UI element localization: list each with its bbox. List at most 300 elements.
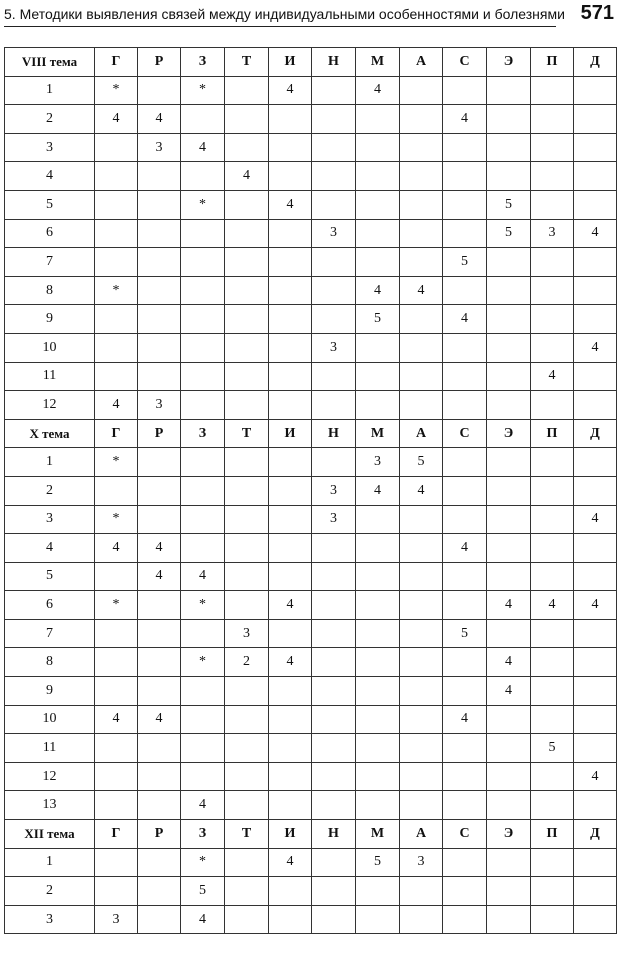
score-cell (574, 162, 617, 191)
score-cell (574, 534, 617, 563)
score-cell (138, 476, 181, 505)
score-cell (531, 705, 574, 734)
score-cell (95, 562, 138, 591)
score-cell (269, 391, 312, 420)
row-number: 4 (5, 162, 95, 191)
column-header: Г (95, 419, 138, 448)
score-cell: 2 (225, 648, 269, 677)
score-cell (400, 305, 443, 334)
score-cell (181, 762, 225, 791)
score-cell: 4 (443, 305, 487, 334)
score-cell: 4 (95, 534, 138, 563)
row-number: 8 (5, 648, 95, 677)
score-cell (269, 534, 312, 563)
score-cell: 3 (225, 619, 269, 648)
score-cell (443, 791, 487, 820)
row-number: 12 (5, 762, 95, 791)
score-cell (181, 476, 225, 505)
score-cell (312, 648, 356, 677)
score-cell (487, 276, 531, 305)
score-cell (400, 534, 443, 563)
score-cell (487, 762, 531, 791)
score-cell (487, 476, 531, 505)
section-title: XII тема (5, 820, 95, 849)
column-header: С (443, 419, 487, 448)
score-cell (225, 276, 269, 305)
score-cell: * (181, 76, 225, 105)
row-number: 4 (5, 534, 95, 563)
score-cell: 4 (269, 190, 312, 219)
score-cell (312, 905, 356, 934)
score-cell (400, 677, 443, 706)
score-cell (95, 333, 138, 362)
score-cell (312, 619, 356, 648)
column-header: М (356, 419, 400, 448)
column-header: Т (225, 419, 269, 448)
score-cell: 4 (574, 591, 617, 620)
score-cell (443, 476, 487, 505)
score-cell (531, 76, 574, 105)
score-cell (574, 905, 617, 934)
score-cell: * (95, 276, 138, 305)
score-cell (400, 705, 443, 734)
score-cell (356, 591, 400, 620)
score-cell (181, 505, 225, 534)
score-cell (225, 190, 269, 219)
score-cell (443, 591, 487, 620)
score-cell (225, 591, 269, 620)
score-cell (312, 791, 356, 820)
score-cell (531, 505, 574, 534)
score-cell: 4 (531, 362, 574, 391)
score-cell (400, 762, 443, 791)
table-body (5, 48, 617, 934)
score-cell (181, 105, 225, 134)
score-cell (574, 677, 617, 706)
column-header: З (181, 419, 225, 448)
score-cell (225, 133, 269, 162)
score-cell: * (95, 448, 138, 477)
score-cell (531, 391, 574, 420)
score-cell (269, 248, 312, 277)
table-row (5, 877, 617, 906)
score-cell: 4 (443, 534, 487, 563)
score-cell (356, 762, 400, 791)
table-row (5, 848, 617, 877)
score-cell (400, 248, 443, 277)
score-cell (443, 391, 487, 420)
score-cell (225, 305, 269, 334)
score-cell (400, 562, 443, 591)
score-cell (443, 677, 487, 706)
score-cell (574, 848, 617, 877)
score-cell (312, 534, 356, 563)
column-header: А (400, 820, 443, 849)
section-header-row (5, 419, 617, 448)
score-cell (400, 391, 443, 420)
score-cell: 4 (487, 677, 531, 706)
score-cell: 4 (138, 705, 181, 734)
score-cell (400, 905, 443, 934)
score-cell (531, 448, 574, 477)
score-cell (138, 162, 181, 191)
table-row (5, 905, 617, 934)
score-cell (269, 734, 312, 763)
table-row (5, 190, 617, 219)
score-cell (269, 905, 312, 934)
score-cell (487, 362, 531, 391)
score-cell (181, 333, 225, 362)
score-cell: 3 (138, 391, 181, 420)
score-cell (443, 734, 487, 763)
score-cell (487, 391, 531, 420)
score-cell (487, 877, 531, 906)
score-cell (443, 848, 487, 877)
scores-table (4, 47, 617, 934)
score-cell (138, 848, 181, 877)
row-number: 6 (5, 591, 95, 620)
score-cell (312, 734, 356, 763)
score-cell (400, 133, 443, 162)
score-cell: 4 (95, 391, 138, 420)
score-cell (531, 248, 574, 277)
score-cell (531, 562, 574, 591)
score-cell (269, 219, 312, 248)
score-cell (574, 248, 617, 277)
page-header (4, 2, 614, 28)
row-number: 11 (5, 734, 95, 763)
score-cell (356, 648, 400, 677)
row-number: 11 (5, 362, 95, 391)
score-cell (312, 362, 356, 391)
table-row (5, 505, 617, 534)
score-cell (531, 877, 574, 906)
score-cell (356, 190, 400, 219)
score-cell (487, 848, 531, 877)
score-cell (531, 619, 574, 648)
column-header: А (400, 48, 443, 77)
table-row (5, 391, 617, 420)
score-cell (443, 905, 487, 934)
score-cell (487, 305, 531, 334)
score-cell (443, 190, 487, 219)
score-cell (269, 505, 312, 534)
row-number: 12 (5, 391, 95, 420)
column-header: И (269, 419, 312, 448)
score-cell (181, 305, 225, 334)
column-header: И (269, 820, 312, 849)
score-cell (443, 219, 487, 248)
score-cell (400, 591, 443, 620)
score-cell (400, 648, 443, 677)
score-cell (487, 734, 531, 763)
column-header: Р (138, 48, 181, 77)
score-cell (443, 505, 487, 534)
score-cell (356, 734, 400, 763)
score-cell (531, 105, 574, 134)
score-cell (312, 391, 356, 420)
column-header: Т (225, 48, 269, 77)
column-header: Э (487, 419, 531, 448)
score-cell: 3 (95, 905, 138, 934)
score-cell (574, 391, 617, 420)
score-cell: 4 (138, 105, 181, 134)
score-cell (225, 505, 269, 534)
score-cell (138, 333, 181, 362)
score-cell (138, 448, 181, 477)
score-cell (181, 276, 225, 305)
score-cell (95, 162, 138, 191)
score-cell (531, 133, 574, 162)
score-cell: * (181, 591, 225, 620)
section-title: X тема (5, 419, 95, 448)
row-number: 7 (5, 248, 95, 277)
score-cell (269, 476, 312, 505)
score-cell (531, 333, 574, 362)
score-cell (443, 76, 487, 105)
score-cell (574, 877, 617, 906)
score-cell (138, 677, 181, 706)
score-cell (487, 162, 531, 191)
table-row (5, 562, 617, 591)
column-header: Э (487, 48, 531, 77)
score-cell (95, 476, 138, 505)
score-cell (181, 734, 225, 763)
score-cell (95, 133, 138, 162)
score-cell: 5 (443, 619, 487, 648)
score-cell (443, 648, 487, 677)
score-cell (269, 105, 312, 134)
table-row (5, 333, 617, 362)
score-cell (312, 276, 356, 305)
row-number: 9 (5, 305, 95, 334)
score-cell (574, 76, 617, 105)
score-cell (225, 877, 269, 906)
section-header-row (5, 48, 617, 77)
row-number: 5 (5, 190, 95, 219)
table-row (5, 476, 617, 505)
score-cell (487, 505, 531, 534)
score-cell (269, 705, 312, 734)
score-cell (531, 905, 574, 934)
column-header: Н (312, 419, 356, 448)
table-row (5, 362, 617, 391)
table-row (5, 248, 617, 277)
score-cell (356, 877, 400, 906)
score-cell (312, 762, 356, 791)
row-number: 8 (5, 276, 95, 305)
score-cell (487, 248, 531, 277)
score-cell (95, 791, 138, 820)
column-header: П (531, 48, 574, 77)
row-number: 1 (5, 848, 95, 877)
score-cell (225, 448, 269, 477)
score-cell (400, 190, 443, 219)
score-cell: 4 (400, 276, 443, 305)
score-cell (269, 305, 312, 334)
score-cell (269, 276, 312, 305)
table-row (5, 448, 617, 477)
score-cell (95, 248, 138, 277)
score-cell (95, 219, 138, 248)
score-cell (574, 305, 617, 334)
score-cell (138, 190, 181, 219)
score-cell: * (95, 76, 138, 105)
score-cell (356, 105, 400, 134)
score-cell (181, 619, 225, 648)
score-cell: 4 (574, 505, 617, 534)
score-cell (356, 391, 400, 420)
score-cell: * (95, 591, 138, 620)
row-number: 3 (5, 133, 95, 162)
score-cell (312, 105, 356, 134)
column-header: П (531, 419, 574, 448)
score-cell (400, 76, 443, 105)
score-cell (574, 619, 617, 648)
score-cell (95, 648, 138, 677)
score-cell (400, 505, 443, 534)
score-cell (269, 362, 312, 391)
score-cell: 4 (95, 105, 138, 134)
score-cell (356, 333, 400, 362)
row-number: 10 (5, 333, 95, 362)
score-cell (225, 734, 269, 763)
score-cell: 5 (531, 734, 574, 763)
table-row (5, 619, 617, 648)
score-cell (487, 534, 531, 563)
score-cell: 5 (181, 877, 225, 906)
score-cell: 4 (269, 591, 312, 620)
score-cell (269, 333, 312, 362)
score-cell (138, 219, 181, 248)
score-cell (138, 877, 181, 906)
score-cell (574, 476, 617, 505)
score-cell: 4 (269, 648, 312, 677)
column-header: П (531, 820, 574, 849)
score-cell: 3 (312, 219, 356, 248)
score-cell: * (181, 648, 225, 677)
score-cell (487, 705, 531, 734)
score-cell (443, 448, 487, 477)
score-cell (269, 677, 312, 706)
score-cell (531, 762, 574, 791)
score-cell (225, 248, 269, 277)
score-cell (269, 877, 312, 906)
row-number: 2 (5, 476, 95, 505)
row-number: 1 (5, 76, 95, 105)
score-cell (225, 476, 269, 505)
score-cell (574, 562, 617, 591)
score-cell (574, 105, 617, 134)
score-cell (95, 848, 138, 877)
chapter-title: 5. Методики выявления связей между индивидуальными особенностями и болезнями (4, 6, 565, 22)
score-cell (138, 591, 181, 620)
score-cell (443, 562, 487, 591)
score-cell (225, 333, 269, 362)
score-cell: 4 (531, 591, 574, 620)
score-cell (181, 534, 225, 563)
score-cell: 5 (356, 848, 400, 877)
section-header-row (5, 820, 617, 849)
score-cell (138, 762, 181, 791)
score-cell: 4 (574, 762, 617, 791)
table-row (5, 305, 617, 334)
score-cell (400, 877, 443, 906)
score-cell (356, 505, 400, 534)
row-number: 2 (5, 105, 95, 134)
score-cell (138, 362, 181, 391)
table-row (5, 705, 617, 734)
score-cell (269, 133, 312, 162)
score-cell (225, 219, 269, 248)
score-cell: 5 (487, 219, 531, 248)
column-header: Т (225, 820, 269, 849)
score-cell (574, 362, 617, 391)
score-cell (138, 648, 181, 677)
column-header: Д (574, 820, 617, 849)
score-cell (487, 562, 531, 591)
score-cell (95, 305, 138, 334)
score-cell: 4 (138, 534, 181, 563)
score-cell: 3 (312, 476, 356, 505)
score-cell (181, 705, 225, 734)
score-cell (95, 619, 138, 648)
score-cell (531, 848, 574, 877)
score-cell (181, 448, 225, 477)
score-cell: 4 (443, 705, 487, 734)
score-cell (225, 762, 269, 791)
score-cell (356, 534, 400, 563)
table-row (5, 677, 617, 706)
score-cell (356, 162, 400, 191)
table-row (5, 276, 617, 305)
score-cell (181, 391, 225, 420)
score-cell (181, 162, 225, 191)
column-header: С (443, 820, 487, 849)
score-cell (443, 276, 487, 305)
score-cell (138, 305, 181, 334)
score-cell (225, 848, 269, 877)
score-cell (531, 677, 574, 706)
score-cell (487, 105, 531, 134)
row-number: 10 (5, 705, 95, 734)
score-cell: 4 (356, 76, 400, 105)
score-cell (487, 133, 531, 162)
score-cell (531, 276, 574, 305)
score-cell (225, 105, 269, 134)
score-cell: 4 (574, 333, 617, 362)
score-cell (531, 190, 574, 219)
score-cell (269, 562, 312, 591)
column-header: Г (95, 48, 138, 77)
score-cell: 4 (269, 848, 312, 877)
score-cell (531, 162, 574, 191)
page-number: 571 (580, 2, 614, 24)
score-cell (269, 762, 312, 791)
row-number: 3 (5, 905, 95, 934)
score-cell: 3 (356, 448, 400, 477)
score-cell (312, 848, 356, 877)
score-cell (312, 677, 356, 706)
score-cell (95, 190, 138, 219)
score-cell (181, 362, 225, 391)
score-cell (269, 448, 312, 477)
row-number: 6 (5, 219, 95, 248)
column-header: Г (95, 820, 138, 849)
score-cell (400, 619, 443, 648)
score-cell (356, 619, 400, 648)
score-cell (531, 534, 574, 563)
